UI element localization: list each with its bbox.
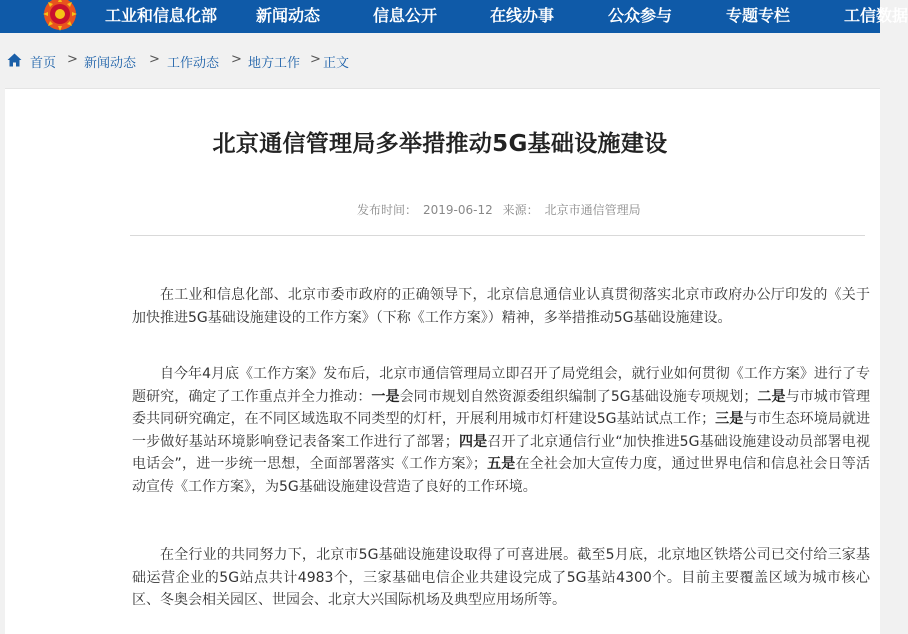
nav-item-online-services[interactable]: 在线办事 xyxy=(490,6,555,25)
nav-item-news[interactable]: 新闻动态 xyxy=(256,6,321,25)
publish-date-label: 发布时间： xyxy=(357,203,418,217)
emphasis-text: 五是 xyxy=(486,456,516,472)
article-paragraph xyxy=(132,363,870,498)
emphasis-text: 二是 xyxy=(757,388,786,405)
paragraph-text: 召开了北京通信行业“加快推进5G基础设施建设动员部署电视电话会”，进一步统一思想，全面部署落实《工作方案》； xyxy=(132,433,871,472)
nav-item-info-disclosure[interactable]: 信息公开 xyxy=(373,6,438,25)
breadcrumb-separator: > xyxy=(67,52,78,67)
breadcrumb-separator: > xyxy=(149,52,160,67)
emphasis-text: 三是 xyxy=(715,411,744,427)
paragraph-text: 在全行业的共同努力下，北京市5G基础设施建设取得了可喜进展。截至5月底，北京地区铁塔公司已交付给三家基础运营企业的5G站点共计4983个，三家基础电信企业共建设完成了5G基站4300个。目前主要覆盖区域为城市核心区、冬奥会相关园区、世园会、北京大兴国际机场及典型应用场所等。 xyxy=(132,547,870,608)
nav-item-special-topics[interactable]: 专题专栏 xyxy=(726,6,791,25)
breadcrumb-separator: > xyxy=(310,52,321,67)
title-divider xyxy=(130,235,865,236)
paragraph-text: 自今年4月底《工作方案》发布后，北京市通信管理局立即召开了局党组会，就行业如何贯彻《工作方案》进行了专题研究，确定了工作重点并全力推动： xyxy=(132,366,870,405)
top-nav-bar xyxy=(0,0,908,33)
nav-item-public-participation[interactable]: 公众参与 xyxy=(608,6,673,25)
paragraph-text: 在全社会加大宣传力度，通过世界电信和信息社会日等活动宣传《工作方案》，为5G基础设施建设营造了良好的工作环境。 xyxy=(132,456,870,495)
emphasis-text: 一是 xyxy=(371,388,400,405)
emphasis-text: 四是 xyxy=(458,433,488,450)
breadcrumb-news[interactable]: 新闻动态 xyxy=(84,56,137,71)
miit-logo[interactable] xyxy=(42,0,78,32)
breadcrumb xyxy=(0,33,880,88)
breadcrumb-home[interactable]: 首页 xyxy=(30,56,57,71)
article-paragraph xyxy=(132,284,870,329)
source-label: 来源： xyxy=(502,203,539,217)
paragraph-text: 在工业和信息化部、北京市委市政府的正确领导下，北京信息通信业认真贯彻落实北京市政府办公厅印发的《关于加快推进5G基础设施建设的工作方案》（下称《工作方案》）精神，多举措推动5G基础设施建设。 xyxy=(132,287,870,326)
article-paragraph xyxy=(132,544,870,612)
breadcrumb-local-work[interactable]: 地方工作 xyxy=(248,56,301,71)
paragraph-text: 与市生态环境局就进一步做好基站环境影响登记表备案工作进行了部署； xyxy=(132,411,870,450)
nav-item-data[interactable]: 工信数据 xyxy=(844,6,908,25)
article-card xyxy=(5,88,880,634)
breadcrumb-current: 正文 xyxy=(323,56,350,71)
publish-date: 2019-06-12 xyxy=(423,203,493,217)
home-icon[interactable] xyxy=(7,53,22,67)
breadcrumb-separator: > xyxy=(231,52,242,67)
article-meta xyxy=(357,201,647,218)
paragraph-text: 与市城市管理委共同研究确定，在不同区域选取不同类型的灯杆，开展利用城市灯杆建设5G基站试点工作； xyxy=(132,388,871,427)
breadcrumb-work-news[interactable]: 工作动态 xyxy=(167,56,220,71)
article-title: 北京通信管理局多举措推动5G基础设施建设 xyxy=(212,131,668,157)
paragraph-text: 会同市规划自然资源委组织编制了5G基础设施专项规划； xyxy=(399,388,758,405)
source-name: 北京市通信管理局 xyxy=(544,203,641,217)
nav-item-miit[interactable]: 工业和信息化部 xyxy=(105,6,218,25)
